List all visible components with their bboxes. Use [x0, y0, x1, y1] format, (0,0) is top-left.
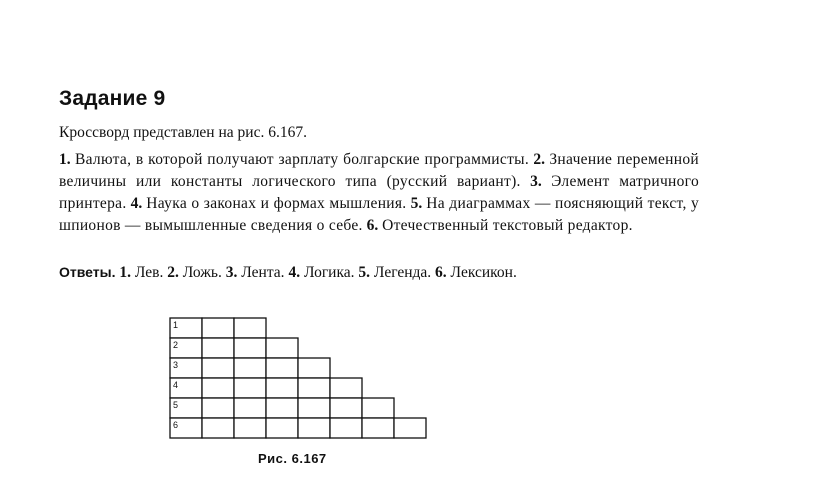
crossword-cell — [202, 358, 234, 378]
crossword-cell — [330, 398, 362, 418]
crossword-cell — [234, 318, 266, 338]
answer-number: 2. — [167, 264, 179, 281]
answers-label: Ответы. — [59, 264, 116, 280]
crossword-cell — [298, 358, 330, 378]
answer-text: Лев. — [134, 264, 164, 281]
task-text: Отечественный текстовый редактор. — [382, 217, 633, 234]
crossword-cell — [298, 418, 330, 438]
task-text: Значение переменной величины или константы логического типа (русский вариант). — [59, 151, 699, 190]
crossword-row-number: 5 — [173, 400, 179, 410]
task-title: Задание 9 — [59, 87, 166, 110]
crossword-cell — [266, 418, 298, 438]
crossword-cell — [362, 418, 394, 438]
answer-number: 6. — [435, 264, 447, 281]
answer-text: Логика. — [303, 264, 355, 281]
crossword-cell — [202, 318, 234, 338]
answer-number: 3. — [225, 264, 238, 281]
task-text: На диаграммах — поясняющий текст, у шпионов — вымышленные сведения о себе. — [59, 195, 700, 234]
task-number: 4. — [130, 195, 143, 212]
crossword-cell — [234, 418, 266, 438]
crossword-cell — [202, 418, 234, 438]
crossword-cell — [202, 378, 234, 398]
crossword-cell — [234, 398, 266, 418]
task-number: 1. — [59, 151, 71, 168]
crossword-cell — [298, 398, 330, 418]
crossword-cell — [266, 398, 298, 418]
crossword-cell — [234, 378, 266, 398]
figure-caption: Рис. 6.167 — [258, 451, 327, 466]
answer-text: Лексикон. — [450, 264, 517, 281]
crossword-cell — [394, 418, 426, 438]
task-text: Элемент матричного принтера. — [59, 173, 700, 212]
task-number: 3. — [530, 173, 542, 190]
crossword-cell — [202, 338, 234, 358]
crossword-row-number: 1 — [173, 320, 179, 330]
task-text: Валюта, в которой получают зарплату болгарские программисты. — [74, 151, 530, 168]
answer-text: Лента. — [241, 264, 285, 281]
answer-number: 5. — [358, 264, 371, 281]
intro-text: Кроссворд представлен на рис. 6.167. — [59, 124, 307, 141]
crossword-cell — [298, 378, 330, 398]
crossword-row-number: 6 — [173, 420, 179, 430]
crossword-cell — [330, 378, 362, 398]
answer-text: Ложь. — [182, 264, 222, 281]
crossword-cell — [234, 338, 266, 358]
task-number: 5. — [410, 195, 423, 212]
crossword-row-number: 4 — [173, 380, 179, 390]
crossword-cell — [266, 358, 298, 378]
task-text: Наука о законах и формах мышления. — [146, 195, 407, 212]
crossword-cell — [266, 338, 298, 358]
answer-number: 4. — [288, 264, 301, 281]
task-number: 6. — [366, 217, 379, 234]
crossword-cell — [234, 358, 266, 378]
crossword-cell — [202, 398, 234, 418]
crossword-cell — [362, 398, 394, 418]
crossword-cell — [266, 378, 298, 398]
crossword-row-number: 2 — [173, 340, 179, 350]
crossword-row-number: 3 — [173, 360, 179, 370]
answer-number: 1. — [119, 264, 131, 281]
crossword-cell — [330, 418, 362, 438]
task-number: 2. — [533, 151, 546, 168]
answer-text: Легенда. — [373, 264, 432, 281]
